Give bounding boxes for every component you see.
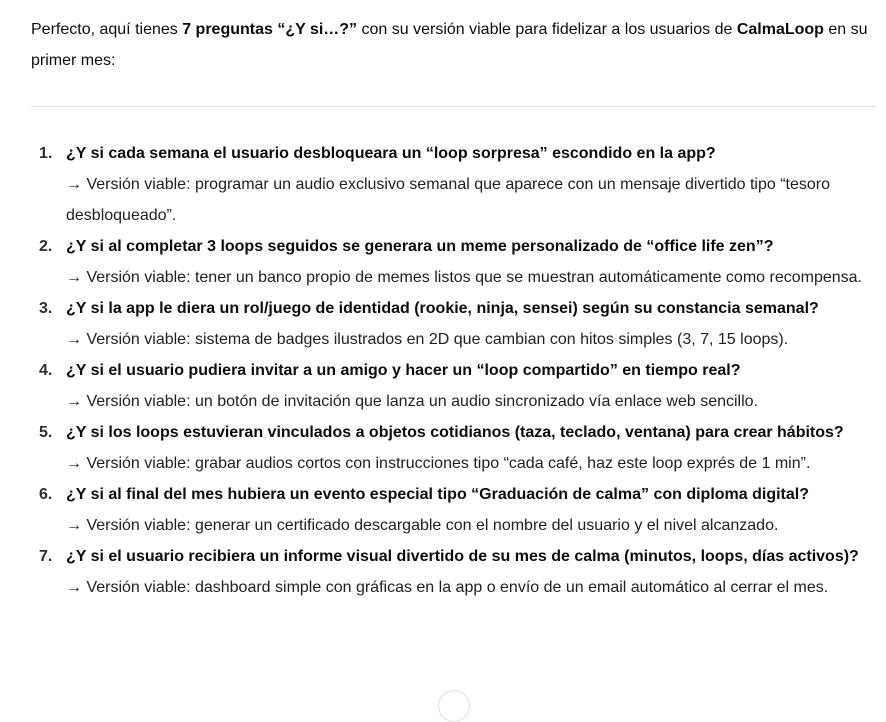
answer-text: → Versión viable: programar un audio exclusivo semanal que aparece con un mensaje divertido tipo “tesoro desbloqueado”. [66, 176, 830, 224]
question-number: 7. [39, 548, 53, 565]
question-item-5 [0, 417, 886, 479]
question-number: 2. [39, 238, 53, 255]
question-text: ¿Y si la app le diera un rol/juego de identidad (rookie, ninja, sensei) según su constancia semanal? [66, 300, 819, 317]
answer-text: → Versión viable: tener un banco propio de memes listos que se muestran automáticamente como recompensa. [66, 269, 862, 286]
answer-text: → Versión viable: sistema de badges ilustrados en 2D que cambian con hitos simples (3, 7, 15 loops). [66, 331, 789, 348]
intro-paragraph [31, 14, 876, 76]
answer-text: → Versión viable: grabar audios cortos con instrucciones tipo “cada café, haz este loop exprés de 1 min”. [66, 455, 811, 472]
questions-list [0, 138, 886, 603]
question-text: ¿Y si el usuario recibiera un informe visual divertido de su mes de calma (minutos, loops, días activos)? [66, 548, 859, 565]
question-number: 1. [39, 145, 53, 162]
question-text: ¿Y si al final del mes hubiera un evento especial tipo “Graduación de calma” con diploma digital? [66, 486, 809, 503]
intro-bold-questions: 7 preguntas “¿Y si…?” [182, 21, 358, 38]
question-item-7 [0, 541, 886, 603]
question-number: 4. [39, 362, 53, 379]
question-number: 3. [39, 300, 53, 317]
question-item-2 [0, 231, 886, 293]
question-number: 5. [39, 424, 53, 441]
question-item-1 [0, 138, 886, 231]
intro-text-2: con su versión viable para fidelizar a los usuarios de [357, 21, 737, 38]
question-text: ¿Y si al completar 3 loops seguidos se generara un meme personalizado de “office life zen”? [66, 238, 774, 255]
section-divider [31, 106, 876, 107]
question-text: ¿Y si el usuario pudiera invitar a un amigo y hacer un “loop compartido” en tiempo real? [66, 362, 741, 379]
question-item-6 [0, 479, 886, 541]
answer-text: → Versión viable: un botón de invitación que lanza un audio sincronizado vía enlace web sencillo. [66, 393, 758, 410]
question-item-4 [0, 355, 886, 417]
intro-text-1: Perfecto, aquí tienes [31, 21, 183, 38]
scroll-down-button[interactable] [438, 690, 470, 722]
question-item-3 [0, 293, 886, 355]
question-text: ¿Y si los loops estuvieran vinculados a objetos cotidianos (taza, teclado, ventana) para crear hábitos? [66, 424, 844, 441]
answer-text: → Versión viable: dashboard simple con gráficas en la app o envío de un email automático al cerrar el mes. [66, 579, 829, 596]
intro-text-3: en su primer mes: [31, 21, 868, 69]
intro-bold-brand: CalmaLoop [736, 21, 824, 38]
question-number: 6. [39, 486, 53, 503]
answer-text: → Versión viable: generar un certificado descargable con el nombre del usuario y el nivel alcanzado. [66, 517, 779, 534]
question-text: ¿Y si cada semana el usuario desbloqueara un “loop sorpresa” escondido en la app? [66, 145, 716, 162]
